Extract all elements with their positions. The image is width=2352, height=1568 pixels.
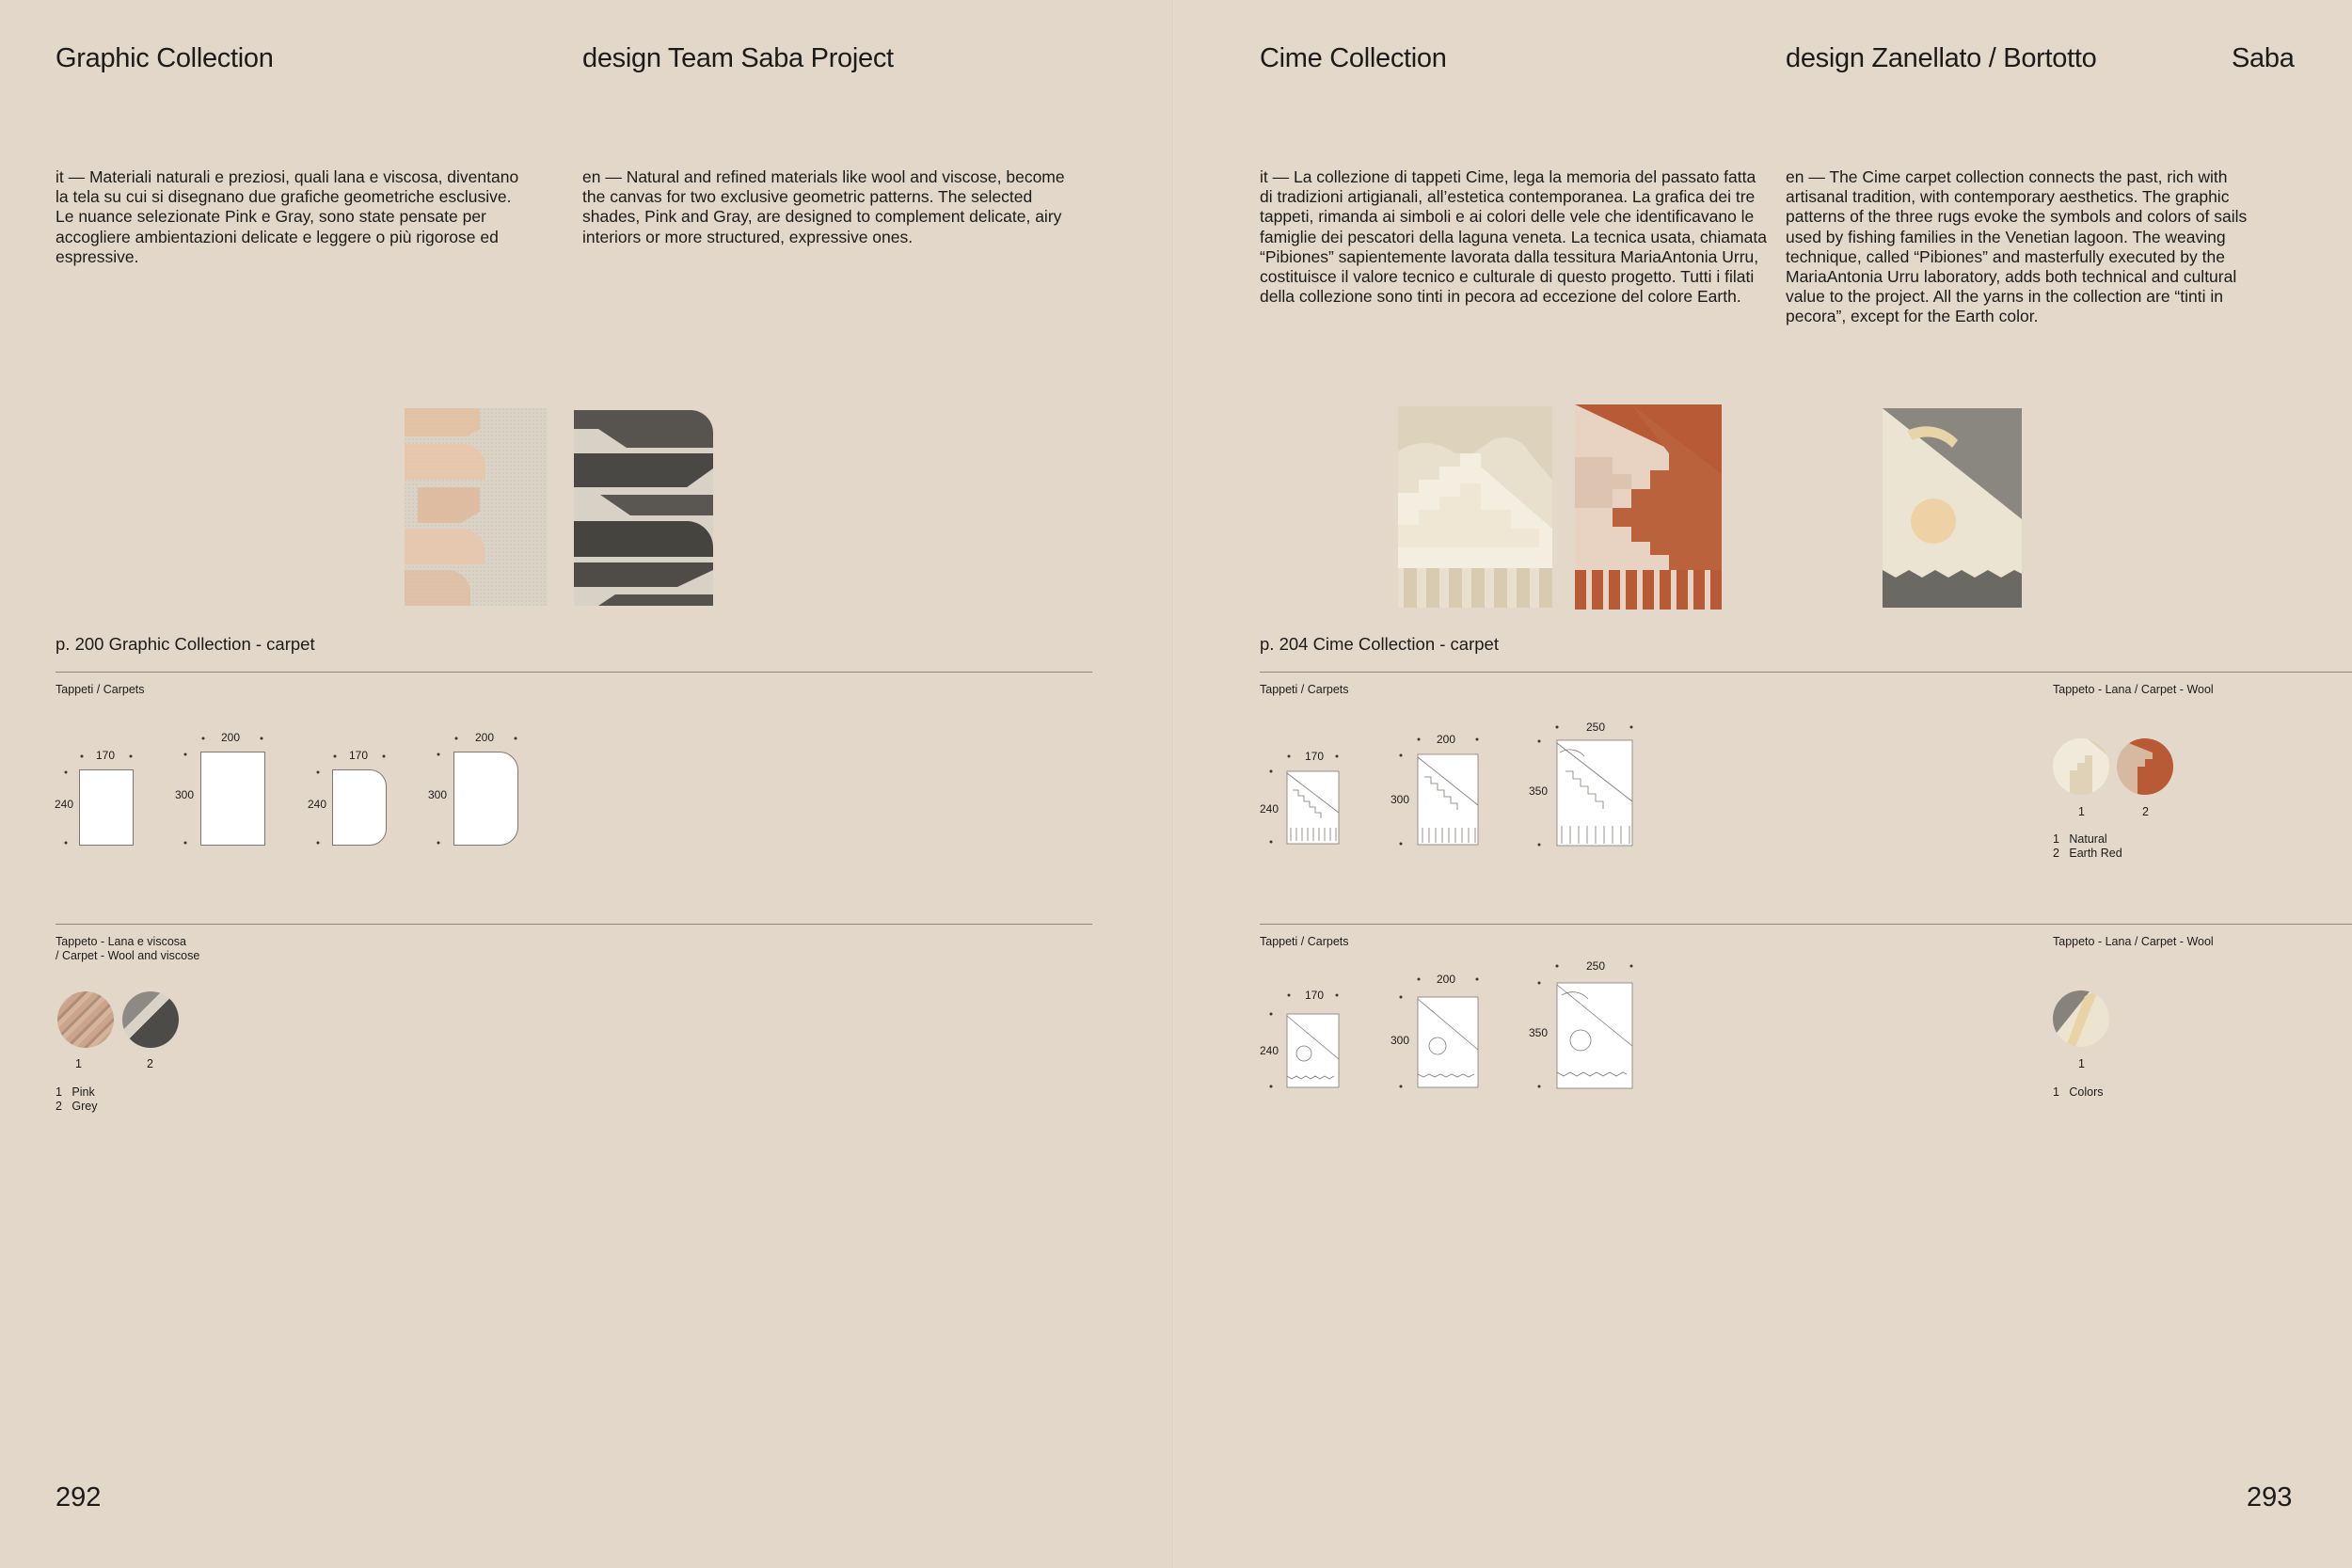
material-label: Tappeto - Lana / Carpet - Wool [2053,683,2214,696]
color-name: Natural [2069,832,2107,846]
section-label: Tappeti / Carpets [1260,935,1349,948]
page-number: 292 [56,1482,102,1513]
rug-image-grey [574,410,713,606]
swatch-earth-red[interactable] [2117,738,2173,795]
color-item [56,1085,97,1100]
color-item [2053,832,2122,847]
color-item [2053,847,2122,861]
description-italian: it — Materiali naturali e preziosi, quali lana e viscosa, diventano la tela su cui si disegnano due grafiche geometriche esclusive. Le nuance selezionate Pink e Gray, sono state pensate per accogliere ambientazioni delicate e leggere o più rigorose ed espressive. [56,167,519,266]
material-label [56,935,199,963]
color-number: 2 [56,1100,62,1113]
height-label: 240 [55,798,74,811]
width-label: 200 [221,731,241,744]
width-label: 170 [1305,989,1325,1002]
height-label: 300 [428,788,448,801]
designer-credit: design Zanellato / Bortotto [1786,43,2097,73]
size-diagram-3 [1557,740,1632,846]
right-page [1174,0,2352,1568]
divider [1260,924,2352,925]
material-label-line-1: Tappeto - Lana e viscosa [56,935,186,948]
size-diagram-1 [1287,771,1339,844]
color-number: 2 [2053,847,2059,860]
width-label: 170 [96,749,116,762]
swatch-number: 2 [147,1057,153,1070]
width-label: 250 [1586,721,1606,734]
swatch-number: 1 [2078,1057,2085,1070]
swatch-number: 1 [2078,805,2085,818]
color-name: Earth Red [2069,847,2122,860]
height-label: 240 [1260,1044,1279,1057]
size-diagram-5 [1418,997,1478,1087]
description-english: en — Natural and refined materials like wool and viscose, become the canvas for two exclusive geometric patterns. The selected shades, Pink and Gray, are designed to complement delicate, airy interiors or more structured, expressive ones. [582,167,1065,246]
color-number: 1 [2053,832,2059,846]
cime-line-drawings [1174,0,2352,1129]
size-diagram-2 [1418,754,1478,845]
height-label: 350 [1529,784,1549,798]
color-number: 1 [56,1085,62,1099]
page-number: 293 [2247,1482,2293,1513]
width-label: 200 [1437,733,1456,746]
color-number: 1 [2053,1085,2059,1099]
swatch-number: 2 [2142,805,2149,818]
height-label: 300 [175,788,195,801]
swatch-colors[interactable] [2053,990,2109,1047]
color-name: Grey [72,1100,98,1113]
description-english: en — The Cime carpet collection connects the past, rich with artisanal tradition, with contemporary aesthetics. The graphic patterns of the three rugs evoke the symbols and colors of sails used by fishing families in the Venetian lagoon. The weaving technique, called “Pibiones” and masterfully executed by the MariaAntonia Urru laboratory, adds both technical and cultural value to the project. All the yarns in the collection are “tinti in pecora”, except for the Earth color. [1786,167,2248,326]
description-italian: it — La collezione di tappeti Cime, lega la memoria del passato fatta di tradizioni artigianali, all’estetica contemporanea. La grafica dei tre tappeti, rimanda ai simboli e ai colori delle vele che identificavano le famiglie dei pescatori della laguna veneta. La tecnica usata, chiamata “Pibiones” sapientemente lavorata dalla tessitura MariaAntonia Urru, costituisce il valore tecnico e culturale di questo progetto. Tutti i filati della collezione sono tinti in pecora ad eccezione del colore Earth. [1260,167,1767,307]
material-label-line-2: / Carpet - Wool and viscose [56,949,200,962]
collection-title: Graphic Collection [56,43,274,73]
swatch-number: 1 [75,1057,82,1070]
color-item [56,1100,97,1114]
width-label: 200 [1437,973,1456,986]
color-list [56,1085,97,1114]
width-label: 200 [475,731,495,744]
size-diagram-4 [1287,1014,1339,1087]
size-diagram-6 [1557,983,1632,1088]
left-page [0,0,1174,1568]
swatch-pink[interactable] [57,991,114,1048]
section-label: Tappeti / Carpets [1260,683,1349,696]
dimension-dots [0,0,564,856]
width-label: 250 [1586,959,1606,973]
figure-caption: p. 204 Cime Collection - carpet [1260,634,1499,654]
height-label: 300 [1391,1034,1410,1047]
material-label: Tappeto - Lana / Carpet - Wool [2053,935,2214,948]
height-label: 240 [308,798,327,811]
section-label: Tappeti / Carpets [56,683,145,696]
height-label: 350 [1529,1026,1549,1039]
collection-title: Cime Collection [1260,43,1447,73]
width-label: 170 [1305,750,1325,763]
swatch-natural[interactable] [2053,738,2109,795]
color-name: Pink [72,1085,95,1099]
color-list [2053,832,2122,861]
height-label: 240 [1260,802,1279,816]
divider [56,924,1092,925]
color-name: Colors [2069,1085,2104,1099]
color-list [2053,1085,2104,1100]
figure-caption: p. 200 Graphic Collection - carpet [56,634,315,654]
color-item [2053,1085,2104,1100]
brand-name: Saba [2232,43,2295,73]
swatch-grey[interactable] [122,991,179,1048]
height-label: 300 [1391,793,1410,806]
width-label: 170 [349,749,369,762]
designer-credit: design Team Saba Project [582,43,894,73]
